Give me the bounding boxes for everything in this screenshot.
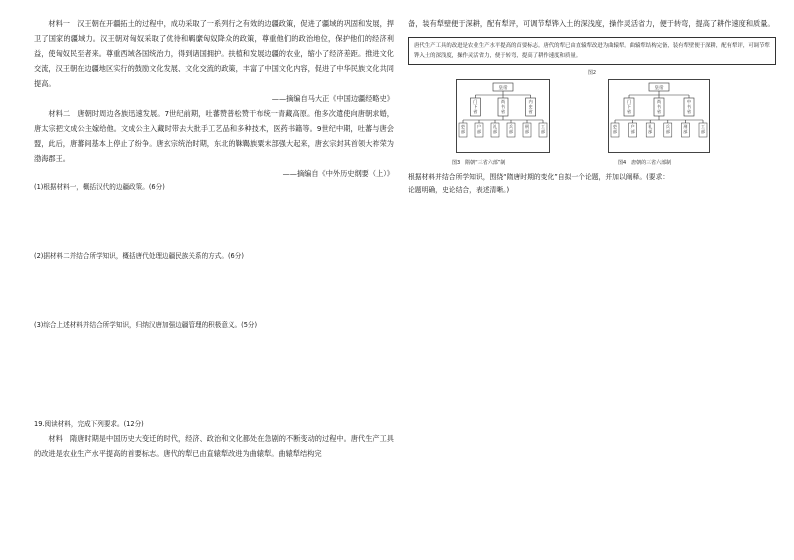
diagram-sui-three-departments [456, 79, 550, 153]
material-19-continued: 备，装有犁壁便于深耕，配有犁评，可调节犁铧入土的深浅度，操作灵活省力，便于转弯，提高了耕作速度和质量。 [408, 19, 775, 28]
emperor-label: 皇帝 [498, 86, 508, 91]
ministry-label: 户部 [476, 124, 482, 134]
emperor-label: 皇帝 [654, 86, 664, 91]
ministry-label: 户部 [630, 124, 635, 134]
department-label: 尚书省 [656, 99, 662, 114]
question-19-requirements: 论题明确，史论结合，表述清晰。) [408, 186, 510, 194]
question-19-prompt: 根据材料并结合所学知识，围绕“隋唐时期的变化”自拟一个论题，并加以阐释。(要求： [408, 173, 670, 181]
ministry-label: 吏部 [612, 124, 618, 134]
quoted-material-box: 唐代生产工具的改进是农业生产水平提高的首要标志。唐代的犁已由直辕犁改进为曲辕犁。曲辕犁结构完备，装有犁壁便于深耕，配有犁评，可调节犁铧入土的深浅度，操作灵活省力，便于转弯，提高了耕作速度和质量。 [408, 37, 776, 65]
department-label: 门下省 [626, 99, 632, 114]
ministry-label: 刑部 [524, 124, 530, 134]
department-label: 尚书省 [500, 99, 506, 114]
figure-2-label: 图2 [587, 70, 597, 76]
answer-space-3[interactable] [34, 332, 394, 418]
material-one: 材料一 汉王朝在开疆拓土的过程中，成功采取了一系列行之有效的边疆政策，促进了疆域的巩固和发展，捍卫了国家的疆域力。汉王朝对匈奴采取了优待和羁縻匈奴降众的政策，尊重他们的政治地位，保护他们的经济利益，使匈奴民至者来。尊重西域各国统治力，得到诸国拥护。扶植和发展边疆的农业，缩小了经济差距。推进文化交流，汉王朝在边疆地区实行的鼓励文化发展、文化交流的政策，丰富了中国文化内容，促进了中华民族文化共同提高。 [34, 19, 394, 88]
ministry-label: 工部 [540, 124, 546, 134]
ministry-label: 兵部 [665, 124, 670, 134]
question-1: (1)根据材料一，概括汉代的边疆政策。(6分) [34, 183, 165, 191]
answer-space-1[interactable] [34, 194, 394, 250]
question-2: (2)据材料二并结合所学知识，概括唐代处理边疆民族关系的方式。(6分) [34, 252, 244, 260]
ministry-label: 兵部 [508, 124, 514, 134]
source-one: ——摘编自马大正《中国边疆经略史》 [271, 94, 394, 103]
figure-4-caption: 图4 唐朝的三省六部制 [618, 160, 672, 166]
material-two: 材料二 唐朝时周边各族迅速发展。7世纪前期，吐蕃赞普松赞干布统一青藏高原。他多次遣使向唐朝求婚，唐太宗把文成公主嫁给他。文成公主入藏时带去大批手工艺品和多种技术，医药书籍等。9世纪中期，吐蕃与唐会盟，此后，唐蕃间基本上停止了纷争。唐玄宗统治时期，东北的靺鞨族粟末部强大起来，唐玄宗封其首领大祚荣为渤海郡王。 [34, 109, 394, 163]
source-two: ——摘编自《中外历史纲要（上）》 [282, 169, 394, 178]
department-label: 门下省 [473, 99, 478, 114]
figure-3-caption: 图3 隋朝“三省六部”制 [452, 160, 506, 166]
right-column [408, 16, 776, 197]
left-column [34, 16, 394, 461]
diagram-tang-three-departments [608, 79, 710, 153]
ministry-label: 刑部 [683, 124, 688, 134]
ministry-label: 礼部 [492, 124, 498, 134]
figures [408, 79, 776, 159]
ministry-label: 礼部 [648, 124, 653, 134]
ministry-label: 工部 [700, 124, 706, 134]
question-3: (3)综合上述材料并结合所学知识，归纳汉唐加强边疆管理的积极意义。(5分) [34, 321, 258, 329]
answer-space-2[interactable] [34, 263, 394, 319]
department-label: 内史省 [528, 99, 533, 114]
material-19: 材料 隋唐时期是中国历史大变迁的时代，经济、政治和文化都处在急剧的不断变动的过程中。唐代生产工具的改进是农业生产水平提高的首要标志。唐代的犁已由直辕犁改进为曲辕犁。曲辕犁结构完 [34, 434, 394, 458]
question-19: 19.阅读材料，完成下列要求。(12分) [34, 420, 144, 428]
department-label: 中书省 [686, 99, 692, 114]
ministry-label: 吏部 [460, 124, 466, 134]
